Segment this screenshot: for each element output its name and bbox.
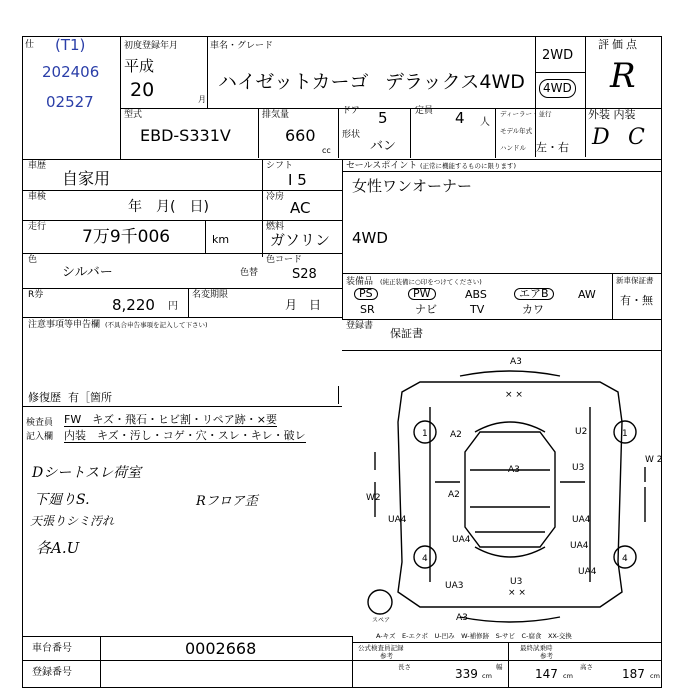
mark-4-right: 4 (622, 554, 628, 564)
car-grade: デラックス4WD (385, 71, 525, 93)
color-code-value: S28 (292, 267, 317, 282)
mark-4-left: 4 (422, 554, 428, 564)
mark-xx-top: × × (505, 390, 523, 400)
car-name: ハイゼットカーゴ (218, 71, 369, 93)
stamp-line-2: 202406 (42, 63, 100, 81)
expiry-label: 名変期限 (192, 290, 229, 300)
doors-value: 5 (378, 109, 388, 127)
header-divider (258, 108, 259, 158)
header-divider (535, 37, 536, 157)
mark-ua3-left: UA3 (445, 581, 464, 591)
mark-1-left: 1 (422, 429, 428, 439)
equip-abs: ABS (465, 288, 487, 301)
ac-label: 冷房 (266, 192, 285, 202)
month-unit: 月 (198, 95, 206, 104)
mark-w2-left: W2 (366, 493, 381, 503)
header-divider (495, 108, 496, 158)
mark-ua4-right: UA4 (572, 515, 591, 525)
equip-divider (342, 319, 662, 320)
hand-note-4: 各A.U (36, 539, 80, 557)
ac-value: AC (290, 199, 311, 217)
hand-note-5: Rフロア歪 (196, 494, 258, 509)
equip-divider (342, 273, 662, 274)
details-divider (262, 220, 342, 221)
regno-label: 登録番号 (32, 667, 72, 678)
recycle-unit: 円 (168, 301, 178, 312)
final-label: 最終試乗時 (520, 644, 553, 652)
interior-label: 外装 内装 (588, 108, 636, 121)
score-label: 評価点 (598, 38, 640, 51)
footer-divider (508, 642, 509, 688)
final-ref: 参考 (540, 652, 553, 660)
handle-value: 左・右 (536, 141, 569, 154)
equipment-label: 装備品 (346, 277, 374, 287)
details-divider (262, 190, 342, 191)
mark-u3-right: U3 (572, 463, 585, 473)
equip-divider (612, 273, 613, 319)
length-label: 長さ (398, 663, 411, 671)
header-divider (585, 37, 586, 157)
length-value: 339 (455, 667, 478, 681)
mileage-value: 7万9千006 (82, 227, 171, 247)
repair-bracket (338, 386, 339, 404)
color-code-label: 色コード (266, 255, 303, 265)
width-label: 幅 (496, 663, 503, 671)
sales-sub: (正常に機能するものに限ります) (420, 162, 517, 170)
official-label: 公式検査員記録 (358, 644, 404, 652)
shape-value: バン (370, 139, 397, 154)
recycle-value: 8,220 (112, 296, 155, 314)
details-divider (262, 159, 263, 257)
details-divider (22, 288, 342, 289)
mark-xx-bottom: × × (508, 588, 526, 598)
check-label-2: 記入欄 (26, 432, 54, 442)
shift-label: シフト (266, 161, 294, 171)
shift-value: I 5 (288, 171, 307, 189)
color-value: シルバー (62, 265, 113, 280)
mileage-label: 走行 (28, 222, 47, 232)
sales-point-2: 4WD (352, 229, 388, 247)
footer-divider (100, 636, 101, 688)
details-divider (22, 253, 342, 254)
stamp-line-3: 02527 (46, 93, 94, 111)
dealer-label: ディーラー・並行 (500, 110, 552, 118)
box-label: 仕 (25, 40, 35, 50)
hand-note-1: Dシートスレ荷室 (32, 465, 142, 481)
color-label: 色 (28, 255, 38, 265)
height-unit: cm (650, 672, 660, 680)
equip-leather: カワ (522, 303, 544, 316)
sales-divider (342, 171, 662, 172)
displacement-value: 660 (285, 126, 316, 145)
check-row-1: FW キズ・飛石・ヒビ割・リペア跡・×要 (64, 413, 277, 426)
mark-ua4-right3: UA4 (578, 567, 597, 577)
header-divider (120, 37, 121, 159)
fuel-label: 燃料 (266, 222, 285, 232)
usage-value: 自家用 (62, 169, 111, 188)
era-value: 平成 (124, 57, 155, 75)
drive-4wd: 4WD (539, 79, 576, 98)
height-label: 高さ (580, 663, 593, 671)
width-value: 147 (535, 667, 558, 681)
recycle-label: R券 (28, 290, 44, 300)
equip-aw: AW (578, 288, 596, 301)
displacement-label: 排気量 (262, 110, 290, 120)
model-label: モデル年式 (500, 127, 533, 135)
details-divider (205, 220, 206, 253)
register-label: 登録書 (346, 321, 374, 331)
mark-a3-top: A3 (510, 357, 522, 367)
first-reg-label: 初度登録年月 (124, 41, 179, 51)
equip-ps: PS (354, 288, 378, 300)
register-value: 保証書 (390, 327, 423, 340)
warranty-value: 有・無 (620, 294, 653, 307)
drive-2wd: 2WD (542, 48, 574, 63)
sales-label: セールスポイント (346, 161, 418, 171)
header-divider (120, 108, 662, 109)
check-label-1: 検査員 (26, 418, 54, 428)
color-change-label: 色替 (240, 268, 259, 278)
equip-airbag: エアB (514, 288, 554, 300)
mark-ua4-mid: UA4 (452, 535, 471, 545)
hand-note-3: 天張りシミ汚れ (30, 514, 115, 528)
mark-a3-mid: A3 (508, 465, 520, 475)
footer-divider (22, 660, 662, 661)
mark-a3-bottom: A3 (456, 613, 468, 623)
mileage-unit: km (212, 233, 230, 246)
fuel-value: ガソリン (270, 231, 331, 249)
details-divider (22, 406, 342, 407)
capacity-value: 4 (455, 109, 465, 127)
shape-label: 形状 (342, 130, 361, 140)
interior-grade: C (628, 125, 645, 150)
exterior-grade: D (592, 125, 610, 150)
expiry-value: 月 日 (285, 298, 322, 312)
mark-ua4-right2: UA4 (570, 541, 589, 551)
doors-label: ドア (342, 106, 360, 116)
equip-divider (342, 350, 662, 351)
inspection-label: 車検 (28, 192, 47, 202)
details-divider (188, 288, 189, 317)
spare-label: スペア (372, 617, 391, 624)
name-label: 車名・グレード (210, 41, 274, 51)
year-value: 20 (130, 79, 155, 101)
mark-ua4-left: UA4 (388, 515, 407, 525)
height-value: 187 (622, 667, 645, 681)
details-divider (22, 317, 342, 318)
header-divider (410, 108, 411, 158)
handle-label: ハンドル (500, 144, 526, 152)
length-unit: cm (482, 672, 492, 680)
footer-divider (352, 636, 353, 688)
equip-sr: SR (360, 303, 375, 316)
equip-navi: ナビ (415, 303, 437, 316)
hand-note-2: 下廻りS. (34, 492, 90, 508)
notes-label: 注意事項等申告欄 (28, 320, 101, 330)
official-ref: 参考 (380, 652, 393, 660)
repair-label: 修復歴 (28, 391, 61, 404)
header-divider (338, 108, 339, 158)
score-value: R (610, 56, 636, 96)
sales-point-1: 女性ワンオーナー (352, 177, 473, 195)
details-divider (342, 159, 343, 319)
type-value: EBD-S331V (140, 126, 231, 145)
repair-value: 有［箇所 (68, 391, 112, 404)
mark-u2-right: U2 (575, 427, 588, 437)
check-row-2: 内装 キズ・汚し・コゲ・穴・スレ・キレ・破レ (64, 429, 306, 442)
stamp-line-1: (T1) (55, 36, 86, 54)
chassis-value: 0002668 (185, 639, 257, 658)
equipment-sub: (純正装備に○印をつけてください) (380, 278, 482, 286)
capacity-label: 定員 (415, 106, 434, 116)
usage-label: 車歴 (28, 161, 47, 171)
mark-a2-mid: A2 (448, 490, 460, 500)
equip-tv: TV (470, 303, 485, 316)
footer-divider (352, 642, 662, 643)
notes-sub: (不具合申告事項を記入して下さい) (105, 321, 208, 329)
mark-a2-left: A2 (450, 430, 462, 440)
mark-u3-bottom: U3 (510, 577, 523, 587)
cc-unit: cc (322, 146, 331, 155)
capacity-unit: 人 (480, 117, 490, 128)
damage-legend: A-キズ E-エクボ U-凹み W-補修跡 S-サビ C-腐食 XX-交換 (376, 632, 572, 640)
chassis-label: 車台番号 (32, 643, 72, 654)
header-divider (536, 72, 586, 73)
mark-w2-right: W 2 (645, 455, 663, 465)
footer-divider (22, 636, 352, 637)
width-unit: cm (563, 672, 573, 680)
warranty-label: 新車保証書 (616, 276, 654, 285)
car-damage-diagram (360, 352, 663, 634)
mark-1-right: 1 (622, 429, 628, 439)
equip-pw: PW (408, 288, 436, 300)
type-label: 型式 (124, 110, 143, 120)
inspection-value: 年 月( 日) (128, 199, 209, 215)
header-divider (207, 37, 208, 109)
